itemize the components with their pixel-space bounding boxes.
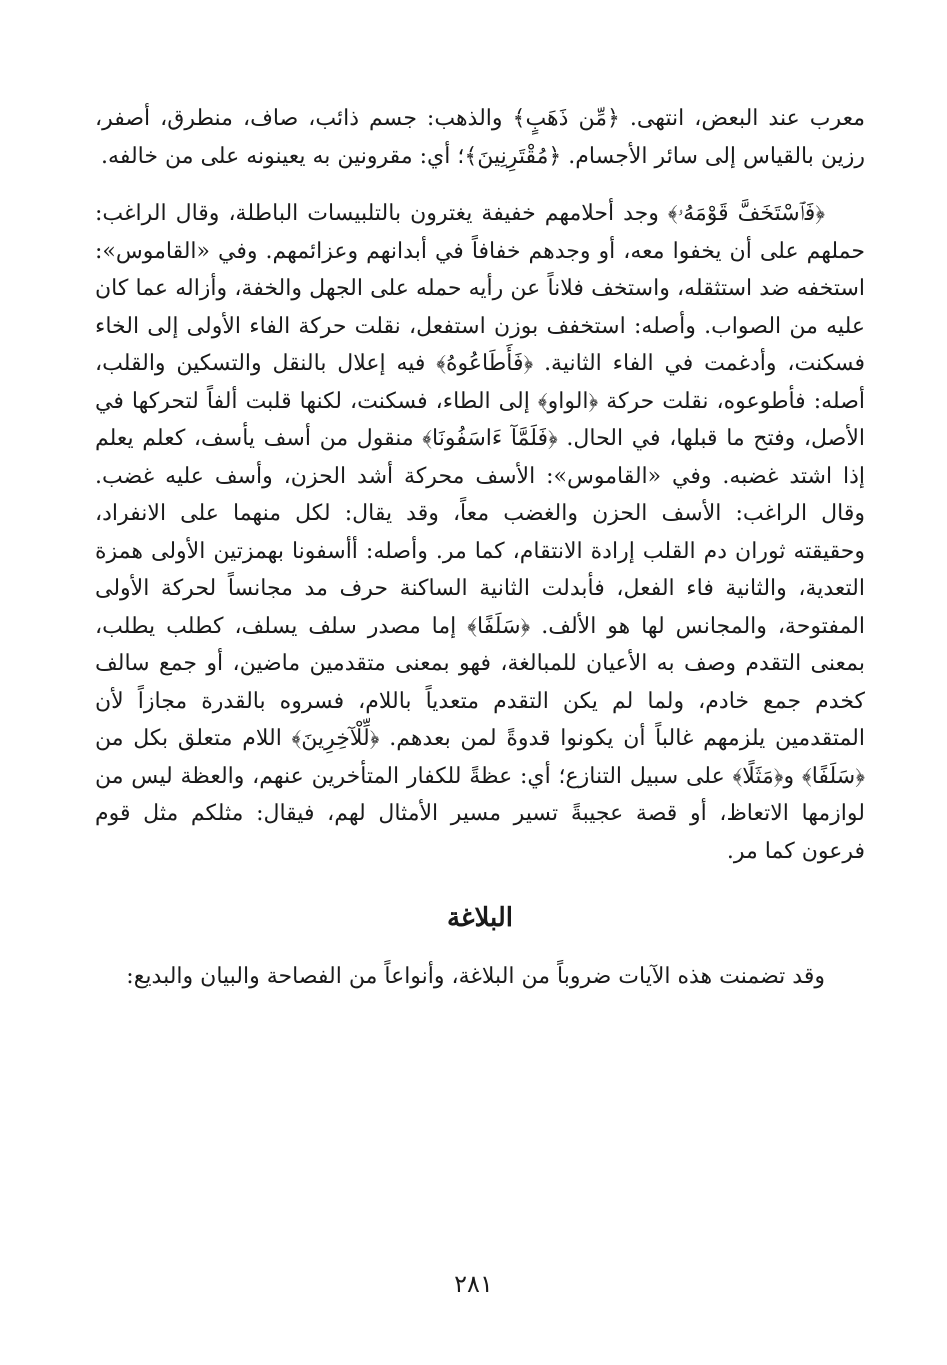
paragraph-gap xyxy=(95,175,865,195)
section-gap xyxy=(95,870,865,898)
paragraph-1: معرب عند البعض، انتهى. ﴿مِّن ذَهَبٍ﴾ والذهب: جسم ذائب، صاف، منطرق، أصفر، رزين بالقياس إلى سائر الأجسام. ﴿مُقْتَرِنِينَ﴾؛ أي: مقرونين به يعينونه على من خالفه. xyxy=(95,106,865,169)
paragraph-3: وقد تضمنت هذه الآيات ضروباً من البلاغة، وأنواعاً من الفصاحة والبيان والبديع: xyxy=(126,964,825,989)
section-heading: البلاغة xyxy=(446,903,514,933)
heading-gap xyxy=(95,938,865,958)
page-number: ٢٨١ xyxy=(454,1270,493,1298)
paragraph-2: ﴿فَٱسْتَخَفَّ قَوْمَهُۥ﴾ وجد أحلامهم خفيفة يغترون بالتلبيسات الباطلة، وقال الراغب: حملهم على أن يخفوا معه، أو وجدهم خفافاً في أبدانهم وعزائمهم. وفي «القاموس»: استخفه ضد استثقله، واستخف فلاناً عن رأيه حمله على الجهل والخفة، وأزاله عما كان عليه من الصواب. وأصله: استخفف بوزن استفعل، نقلت حركة الفاء الأولى إلى الخاء فسكنت، وأدغمت في الفاء الثانية. ﴿فَأَطَاعُوهُ﴾ فيه إعلال بالنقل والتسكين والقلب، أصله: فأطوعوه، نقلت حركة ﴿الواو﴾ إلى الطاء، فسكنت، لكنها قلبت ألفاً لتحركها في الأصل، وفتح ما قبلها، في الحال. ﴿فَلَمَّآ ءَاسَفُونَا﴾ منقول من أسف يأسف، كعلم يعلم إذا اشتد غضبه. وفي «القاموس»: الأسف محركة أشد الحزن، وأسف عليه غضب. وقال الراغب: الأسف الحزن والغضب معاً، وقد يقال: لكل منهما على الانفراد، وحقيقته ثوران دم القلب إرادة الانتقام، كما مر. وأصله: أأسفونا بهمزتين الأولى همزة التعدية، والثانية فاء الفعل، فأبدلت الثانية الساكنة حرف مد مجانساً لحركة الأولى المفتوحة، والمجانس لها هو الألف. ﴿سَلَفًا﴾ إما مصدر سلف يسلف، كطلب يطلب، بمعنى التقدم وصف به الأعيان للمبالغة، فهو بمعنى متقدمين ماضين، أو جمع سالف كخدم جمع خادم، ولما لم يكن التقدم متعدياً باللام، فسروه بالقدرة مجازاً لأن المتقدمين يلزمهم غالباً أن يكونوا قدوةً لمن بعدهم. ﴿لِّلْآخِرِينَ﴾ اللام متعلق بكل من ﴿سَلَفًا﴾ و﴿مَثَلًا﴾ على سبيل التنازع؛ أي: عظةً للكفار المتأخرين عنهم، والعظة ليس من لوازمها الاتعاظ، أو قصة عجيبةً تسير مسير الأمثال لهم، فيقال: مثلكم مثل قوم فرعون كما مر. xyxy=(95,201,865,864)
page-body xyxy=(95,100,865,996)
